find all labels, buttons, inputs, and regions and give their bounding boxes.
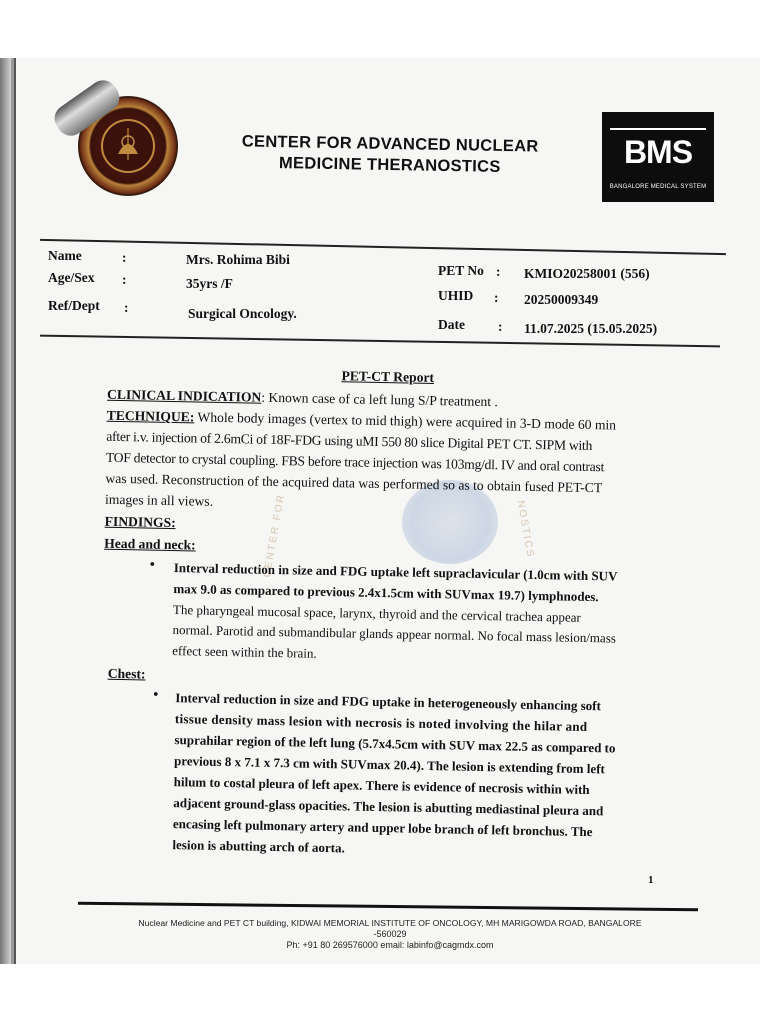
technique-label: TECHNIQUE: (106, 407, 195, 425)
pet-no-separator: : (496, 264, 501, 279)
chest-bullet: • (153, 687, 159, 703)
chest-finding-5: hilum to costal pleura of left apex. There is evidence of necrosis within with (173, 774, 590, 798)
chest-finding-2: tissue density mass lesion with necrosis is noted involving the hilar and (174, 711, 588, 735)
head-neck-normal-3: effect seen within the brain. (172, 643, 317, 661)
head-neck-heading: Head and neck: (104, 535, 196, 553)
watermark-text-right: NOSTICS (514, 499, 536, 560)
chest-finding-1: Interval reduction in size and FDG uptake in heterogeneously enhancing soft (175, 690, 602, 714)
head-neck-finding-2: max 9.0 as compared to previous 2.4x1.5cm with SUVmax 19.7) lymphnodes. (173, 581, 599, 605)
patient-name: Mrs. Rohima Bibi (186, 252, 290, 267)
footer-contact: Ph: +91 80 269576000 email: labinfo@cagmdx.com (286, 940, 494, 950)
age-sex-separator: : (122, 272, 127, 287)
uhid-separator: : (494, 290, 499, 305)
chest-finding-6: adjacent ground-glass opacities. The lesion is abutting mediastinal pleura and (173, 795, 604, 819)
technique-line-2: after i.v. injection of 2.6mCi of 18F-FDG using uMI 550 80 slice Digital PET CT. SIPM with (106, 428, 593, 454)
head-neck-normal-1: The pharyngeal mucosal space, larynx, thyroid and the cervical trachea appear (172, 602, 581, 625)
clinical-indication-text: : Known case of ca left lung S/P treatment . (261, 389, 499, 410)
uhid-value: 20250009349 (524, 292, 599, 307)
clinical-indication-label: CLINICAL INDICATION (106, 386, 262, 405)
date-value: 11.07.2025 (15.05.2025) (524, 321, 658, 336)
footer-address-line-2: -560029 (373, 929, 407, 939)
head-neck-bullet: • (149, 557, 155, 573)
age-sex-label: Age/Sex (48, 270, 95, 285)
name-label: Name (48, 248, 82, 263)
patient-age-sex: 35yrs /F (186, 276, 233, 291)
page-number: 1 (648, 874, 654, 886)
institute-title-line2: MEDICINE THERANOSTICS (278, 154, 501, 176)
pet-no-value: KMIO20258001 (556) (524, 266, 650, 281)
chest-finding-4: previous 8 x 7.1 x 7.3 cm with SUVmax 20.4). The lesion is extending from left (173, 753, 605, 777)
date-separator: : (498, 319, 503, 334)
technique-line-3: TOF detector to crystal coupling. FBS before trace injection was 103mg/dl. IV and oral contrast (105, 449, 605, 475)
bms-logo-subtitle: BANGALORE MEDICAL SYSTEM (609, 184, 707, 190)
watermark-text-left: CENTER FOR (261, 492, 288, 579)
technique-line-5: images in all views. (104, 491, 214, 509)
chest-heading: Chest: (107, 665, 146, 682)
name-separator: : (122, 250, 127, 265)
chest-finding-3: suprahilar region of the left lung (5.7x4.5cm with SUV max 22.5 as compared to (174, 732, 616, 756)
ref-dept-separator: : (124, 300, 129, 315)
ref-dept-label: Ref/Dept (48, 298, 100, 313)
institute-title-line1: CENTER FOR ADVANCED NUCLEAR (241, 132, 539, 156)
date-label: Date (438, 317, 465, 332)
chest-finding-8: lesion is abutting arch of aorta. (172, 837, 346, 856)
ref-dept-value: Surgical Oncology. (188, 306, 297, 321)
head-neck-finding-1: Interval reduction in size and FDG uptake left supraclavicular (1.0cm with SUV (173, 560, 618, 584)
pet-no-label: PET No (438, 263, 484, 278)
technique-line-4: was used. Reconstruction of the acquired data was performed so as to obtain fused PET-CT (105, 470, 603, 496)
uhid-label: UHID (438, 288, 474, 303)
footer-address-line-1: Nuclear Medicine and PET CT building, KIDWAI MEMORIAL INSTITUTE OF ONCOLOGY, MH MARIGOWDA ROAD, BANGALORE (138, 918, 642, 928)
chest-finding-7: encasing left pulmonary artery and upper lobe branch of left bronchus. The (172, 816, 593, 840)
head-neck-normal-2: normal. Parotid and submandibular glands appear normal. No focal mass lesion/mass (172, 622, 617, 646)
report-title: PET-CT Report (341, 368, 435, 386)
findings-heading: FINDINGS: (104, 513, 176, 531)
technique-text-1: Whole body images (vertex to mid thigh) were acquired in 3-D mode 60 min (194, 409, 617, 433)
bms-logo-text: BMS (623, 134, 693, 170)
